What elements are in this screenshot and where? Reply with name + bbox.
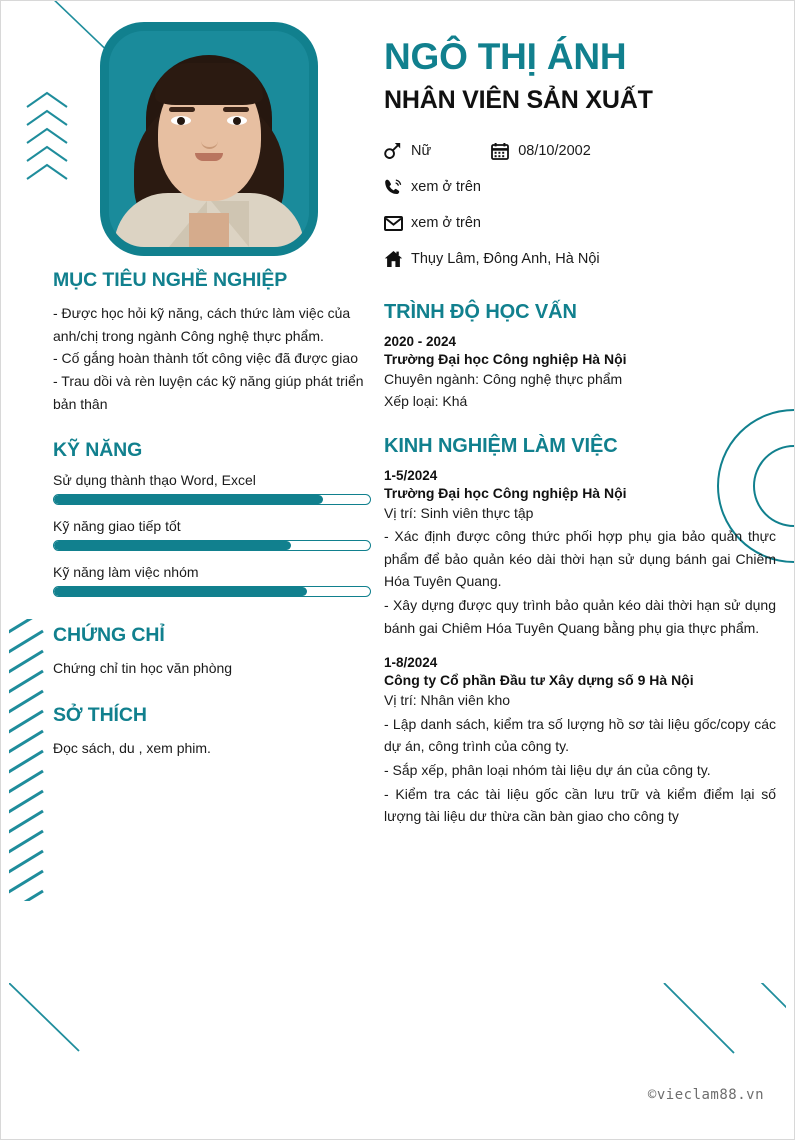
certificate-item: Chứng chỉ tin học văn phòng [53,660,233,677]
experience-entry [384,468,776,640]
contact-row-address [384,245,776,274]
diagonal-hatch-decoration [9,619,49,901]
profile-photo [100,22,318,256]
skill-progress-bar [53,540,371,551]
education-school: Trường Đại học Công nghiệp Hà Nội [384,350,627,367]
email-value: xem ở trên [411,215,481,232]
skill-progress-fill [54,495,323,504]
experience-position: Vị trí: Sinh viên thực tập [384,504,534,521]
hobby-item: Đọc sách, du , xem phim. [53,740,211,757]
dob-value: 08/10/2002 [518,143,591,160]
right-column [384,1,776,830]
experience-entry [384,655,776,828]
watermark: ©vieclam88.vn [647,1087,764,1103]
skill-label: Kỹ năng giao tiếp tốt [53,518,181,535]
skill-label: Kỹ năng làm việc nhóm [53,564,199,581]
objective-line: - Được học hỏi kỹ năng, cách thức làm việc của anh/chị trong ngành Công nghệ thực phẩm. [53,305,351,344]
experience-date: 1-8/2024 [384,655,438,671]
experience-bullet: - Sắp xếp, phân loại nhóm tài liệu dự án của công ty. [384,762,711,779]
objective-section [53,269,371,415]
education-entry [384,334,776,413]
education-major: Chuyên ngành: Công nghệ thực phẩm [384,370,623,387]
experience-bullet: - Xác định được công thức phối hợp phụ gia bảo quản thực phẩm để bảo quản kéo dài thời hạn sử dụng bánh gai Chiêm Hóa Tuyên Quang. [384,528,776,590]
experience-heading: KINH NGHIỆM LÀM VIỆC [384,434,618,457]
contact-row-phone [384,173,776,202]
left-column [53,269,371,764]
experience-bullet: - Xây dựng được quy trình bảo quản kéo dài thời hạn sử dụng bánh gai Chiêm Hóa Tuyên Quang bằng phụ gia thực phẩm. [384,597,776,636]
envelope-icon [384,216,411,231]
objective-line: - Trau dồi và rèn luyện các kỹ năng giúp phát triển bản thân [53,373,364,412]
certificates-heading: CHỨNG CHỈ [53,624,165,647]
education-heading: TRÌNH ĐỘ HỌC VẤN [384,300,577,323]
experience-date: 1-5/2024 [384,467,438,483]
contact-row-email [384,209,776,238]
skill-progress-fill [54,541,291,550]
hobbies-section [53,704,371,760]
experience-org: Trường Đại học Công nghiệp Hà Nội [384,484,627,501]
diagonal-line-bottom-left-decoration [9,983,89,1061]
skill-progress-bar [53,494,371,505]
skill-item [53,518,371,551]
skill-label: Sử dụng thành thạo Word, Excel [53,472,256,489]
experience-bullet: - Lập danh sách, kiểm tra số lượng hồ sơ tài liệu gốc/copy các dự án, công trình của công ty. [384,715,776,755]
skills-section [53,439,371,597]
home-icon [384,250,411,268]
experience-bullet: - Kiểm tra các tài liệu gốc cần lưu trữ và kiểm điểm lại số lượng tài liệu dư thừa cần bàn giao cho công ty [384,785,776,825]
education-date: 2020 - 2024 [384,333,457,349]
address-value: Thụy Lâm, Đông Anh, Hà Nội [411,251,600,268]
objective-heading: MỤC TIÊU NGHỀ NGHIỆP [53,269,288,291]
experience-position: Vị trí: Nhân viên kho [384,692,511,709]
certificates-section [53,624,371,680]
education-grade: Xếp loại: Khá [384,393,468,410]
candidate-name: NGÔ THỊ ÁNH [384,36,627,77]
skill-progress-bar [53,586,371,597]
objective-line: - Cố gắng hoàn thành tốt công việc đã được giao [53,350,358,367]
diagonal-lines-bottom-right-decoration [626,983,786,1071]
experience-section [384,435,776,829]
skill-item [53,564,371,597]
skill-progress-fill [54,587,307,596]
phone-icon [384,178,411,196]
skill-item [53,472,371,505]
contact-row-gender-dob [384,137,776,166]
skills-heading: KỸ NĂNG [53,439,143,462]
phone-value: xem ở trên [411,179,481,196]
chevron-stack-decoration [23,91,71,187]
hobbies-heading: SỞ THÍCH [53,704,147,727]
gender-icon [384,142,411,160]
education-section [384,301,776,413]
experience-org: Công ty Cổ phần Đầu tư Xây dựng số 9 Hà Nội [384,672,694,689]
gender-value: Nữ [411,143,432,160]
calendar-icon [491,142,518,160]
contact-block [384,137,776,274]
job-title: NHÂN VIÊN SẢN XUẤT [384,85,653,114]
